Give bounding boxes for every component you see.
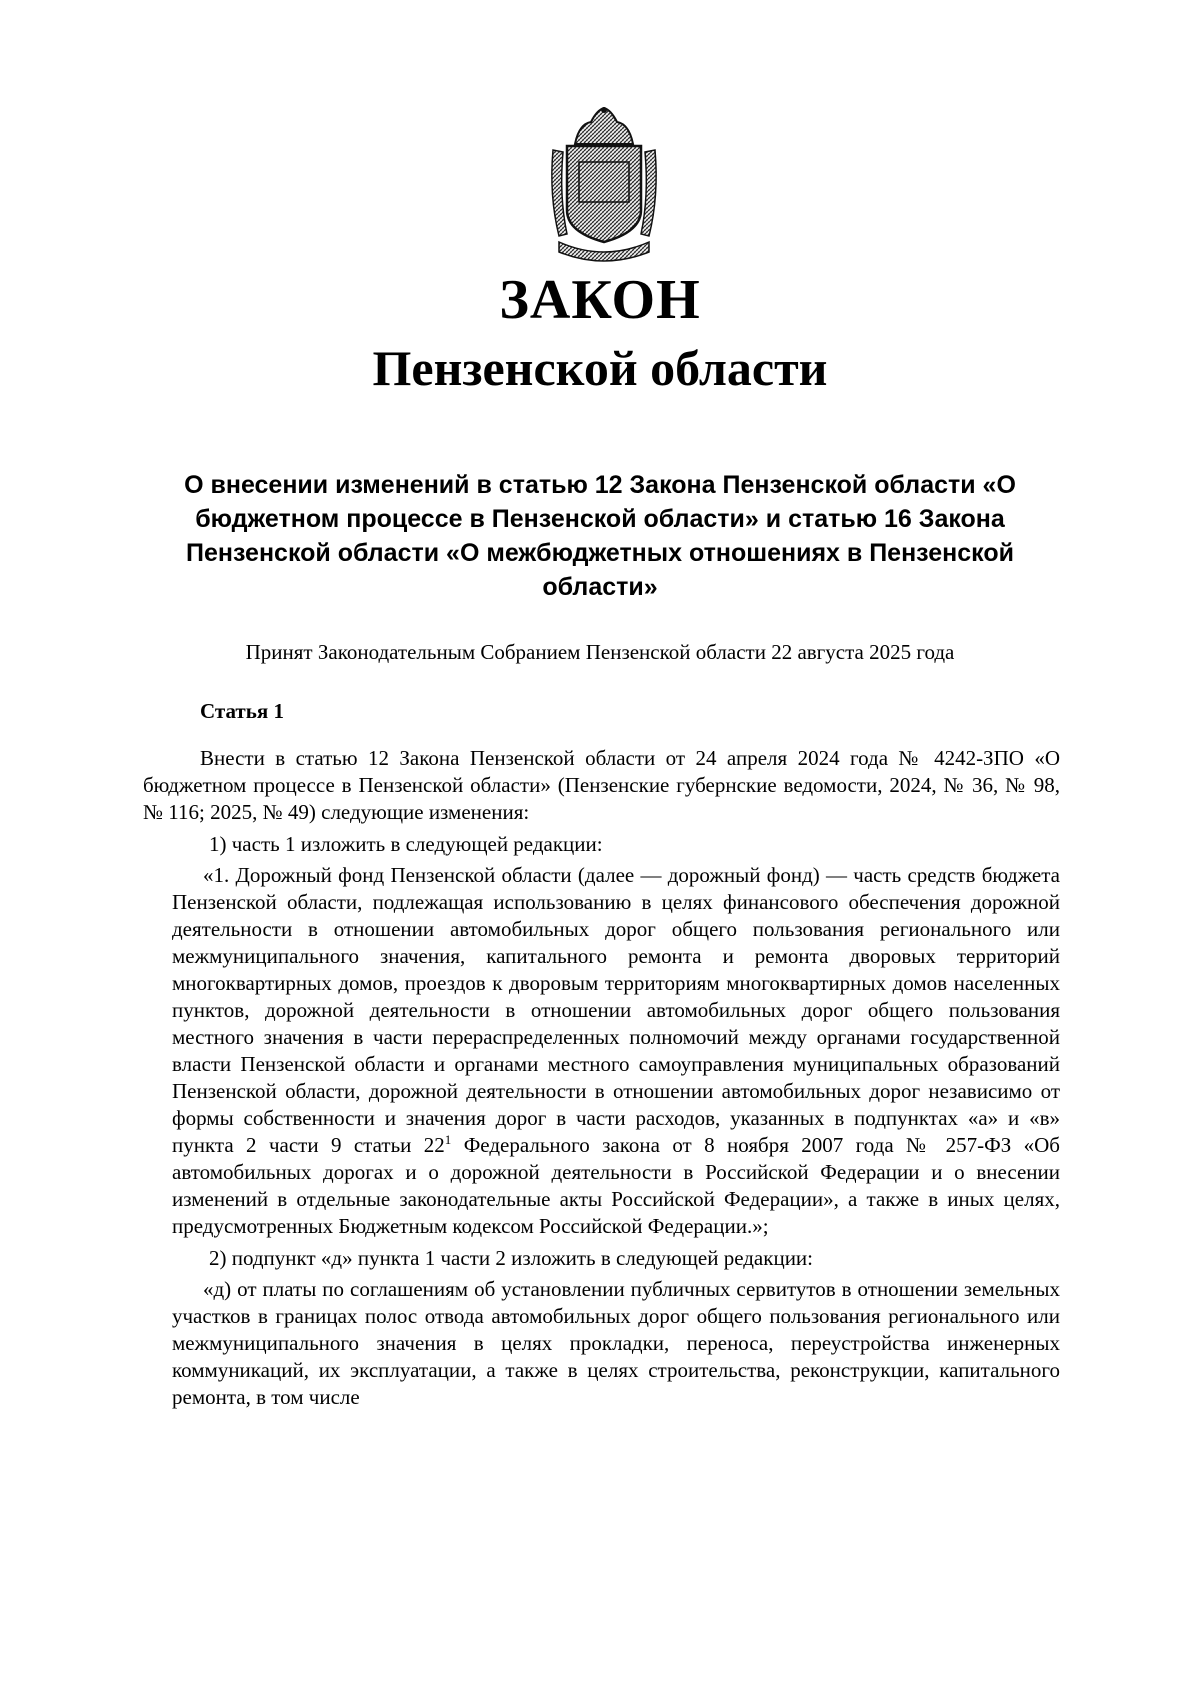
- item-1-text-part-a: «1. Дорожный фонд Пензенской области (далее — дорожный фонд) — часть средств бюджета Пензенской области, подлежащая использованию в целях финансового обеспечения дорожной деятельности в отношении автомобильных дорог общего пользования регионального или межмуниципального значения, капитального ремонта и ремонта дворовых территорий многоквартирных домов, проездов к дворовым территориям многоквартирных домов населенных пунктов, дорожной деятельности в отношении автомобильных дорог общего пользования местного значения в части перераспределенных полномочий между органами государственной власти Пензенской области и органами местного самоуправления муниципальных образований Пензенской области, дорожной деятельности в отношении автомобильных дорог независимо от формы собственности и значения дорог в части расходов, указанных в подпунктах «а» и «в» пункта 2 части 9 статьи 22: [172, 863, 1060, 1157]
- article-1-item-2: 2) подпункт «д» пункта 1 части 2 изложить в следующей редакции:: [209, 1246, 814, 1270]
- adoption-note: Принят Законодательным Собранием Пензенской области 22 августа 2025 года: [245, 640, 955, 664]
- article-1-item-1: 1) часть 1 изложить в следующей редакции:: [209, 832, 603, 856]
- law-body: [143, 698, 1060, 1411]
- law-subject-heading: О внесении изменений в статью 12 Закона Пензенской области «О бюджетном процессе в Пензенской области» и статью 16 Закона Пензенской области «О межбюджетных отношениях в Пензенской области»: [184, 471, 1016, 601]
- law-region-subtitle: Пензенской области: [372, 340, 828, 396]
- article-superscript: 1: [444, 1132, 452, 1147]
- law-title: ЗАКОН: [499, 269, 701, 331]
- penza-region-coat-of-arms-icon: [545, 106, 663, 266]
- item-1-text-part-b: Федерального закона от 8 ноября 2007 года № 257-ФЗ «Об автомобильных дорогах и о дорожной деятельности в Российской Федерации и о внесении изменений в отдельные законодательные акты Российской Федерации», а также в иных целях, предусмотренных Бюджетным кодексом Российской Федерации.»;: [172, 1133, 1060, 1238]
- article-1-intro: Внести в статью 12 Закона Пензенской области от 24 апреля 2024 года № 4242-ЗПО «О бюджетном процессе в Пензенской области» (Пензенские губернские ведомости, 2024, № 36, № 98, № 116; 2025, № 49) следующие изменения:: [143, 746, 1060, 824]
- article-1-item-1-text: [143, 862, 1060, 1240]
- article-1-title: Статья 1: [200, 699, 284, 723]
- article-1-item-2-text: «д) от платы по соглашениям об установлении публичных сервитутов в отношении земельных участков в границах полос отвода автомобильных дорог общего пользования регионального или межмуниципального значения в целях прокладки, переноса, переустройства инженерных коммуникаций, их эксплуатации, а также в целях строительства, реконструкции, капитального ремонта, в том числе: [172, 1277, 1060, 1409]
